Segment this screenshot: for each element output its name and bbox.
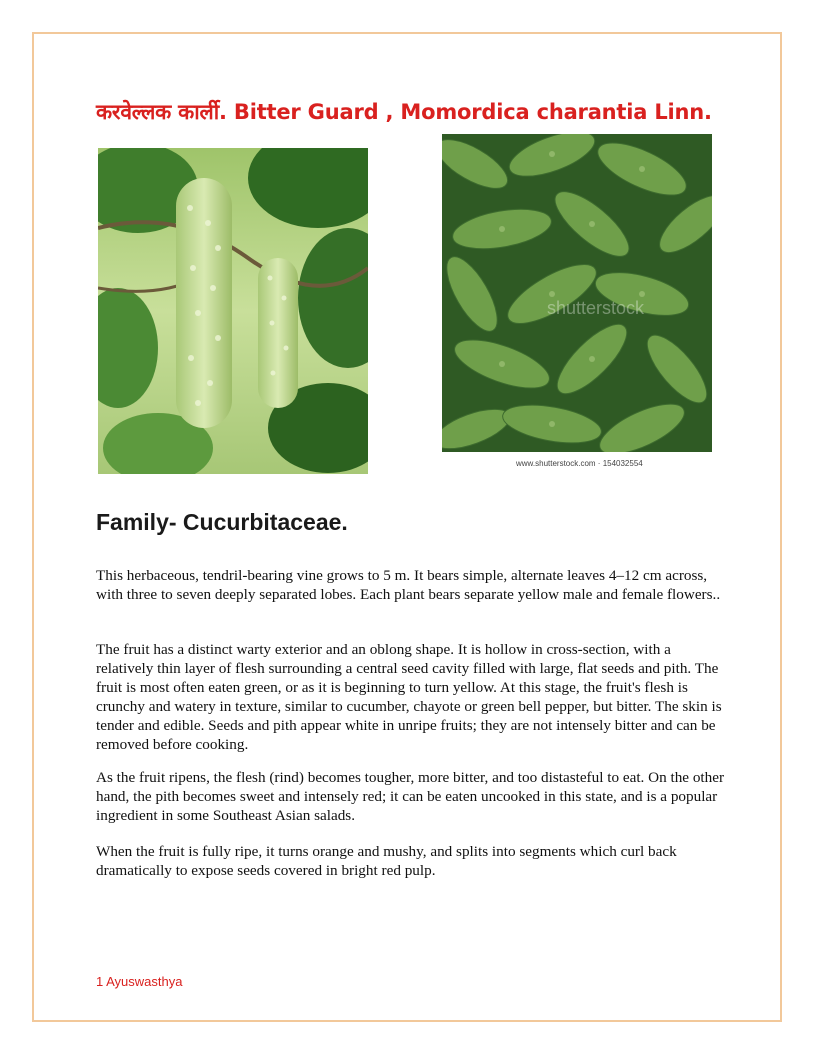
bitter-gourd-vine-image: [98, 148, 368, 474]
watermark-text: shutterstock: [547, 298, 645, 318]
image-caption: www.shutterstock.com · 154032554: [516, 459, 643, 468]
bitter-gourd-pile-image: [442, 134, 712, 474]
paragraph-description: This herbaceous, tendril-bearing vine grows to 5 m. It bears simple, alternate leaves 4–12 cm across, with three to seven deeply separated lobes. Each plant bears separate yellow male and female flowers..: [96, 567, 721, 603]
page-title: [96, 98, 756, 126]
page-footer: 1 Ayuswasthya: [96, 974, 183, 989]
title-devanagari: करवेल्लक कार्ली.: [96, 100, 227, 124]
paragraph-fully-ripe: When the fruit is fully ripe, it turns orange and mushy, and splits into segments which curl back dramatically to expose seeds covered in bright red pulp.: [96, 843, 677, 879]
title-latin: Bitter Guard , Momordica charantia Linn.: [233, 100, 712, 124]
family-heading: Family- Cucurbitaceae.: [96, 509, 348, 535]
paragraph-fruit: The fruit has a distinct warty exterior and an oblong shape. It is hollow in cross-section, with a relatively thin layer of flesh surrounding a central seed cavity filled with large, flat seeds and pith. The fruit is most often eaten green, or as it is beginning to turn yellow. At this stage, the fruit's flesh is crunchy and watery in texture, similar to cucumber, chayote or green bell pepper, but bitter. The skin is tender and edible. Seeds and pith appear white in unripe fruits; they are not intensely bitter and can be removed before cooking.: [96, 641, 722, 753]
paragraph-ripening: As the fruit ripens, the flesh (rind) becomes tougher, more bitter, and too distasteful to eat. On the other hand, the pith becomes sweet and intensely red; it can be eaten uncooked in this state, and is a popular ingredient in some Southeast Asian salads.: [96, 769, 725, 824]
